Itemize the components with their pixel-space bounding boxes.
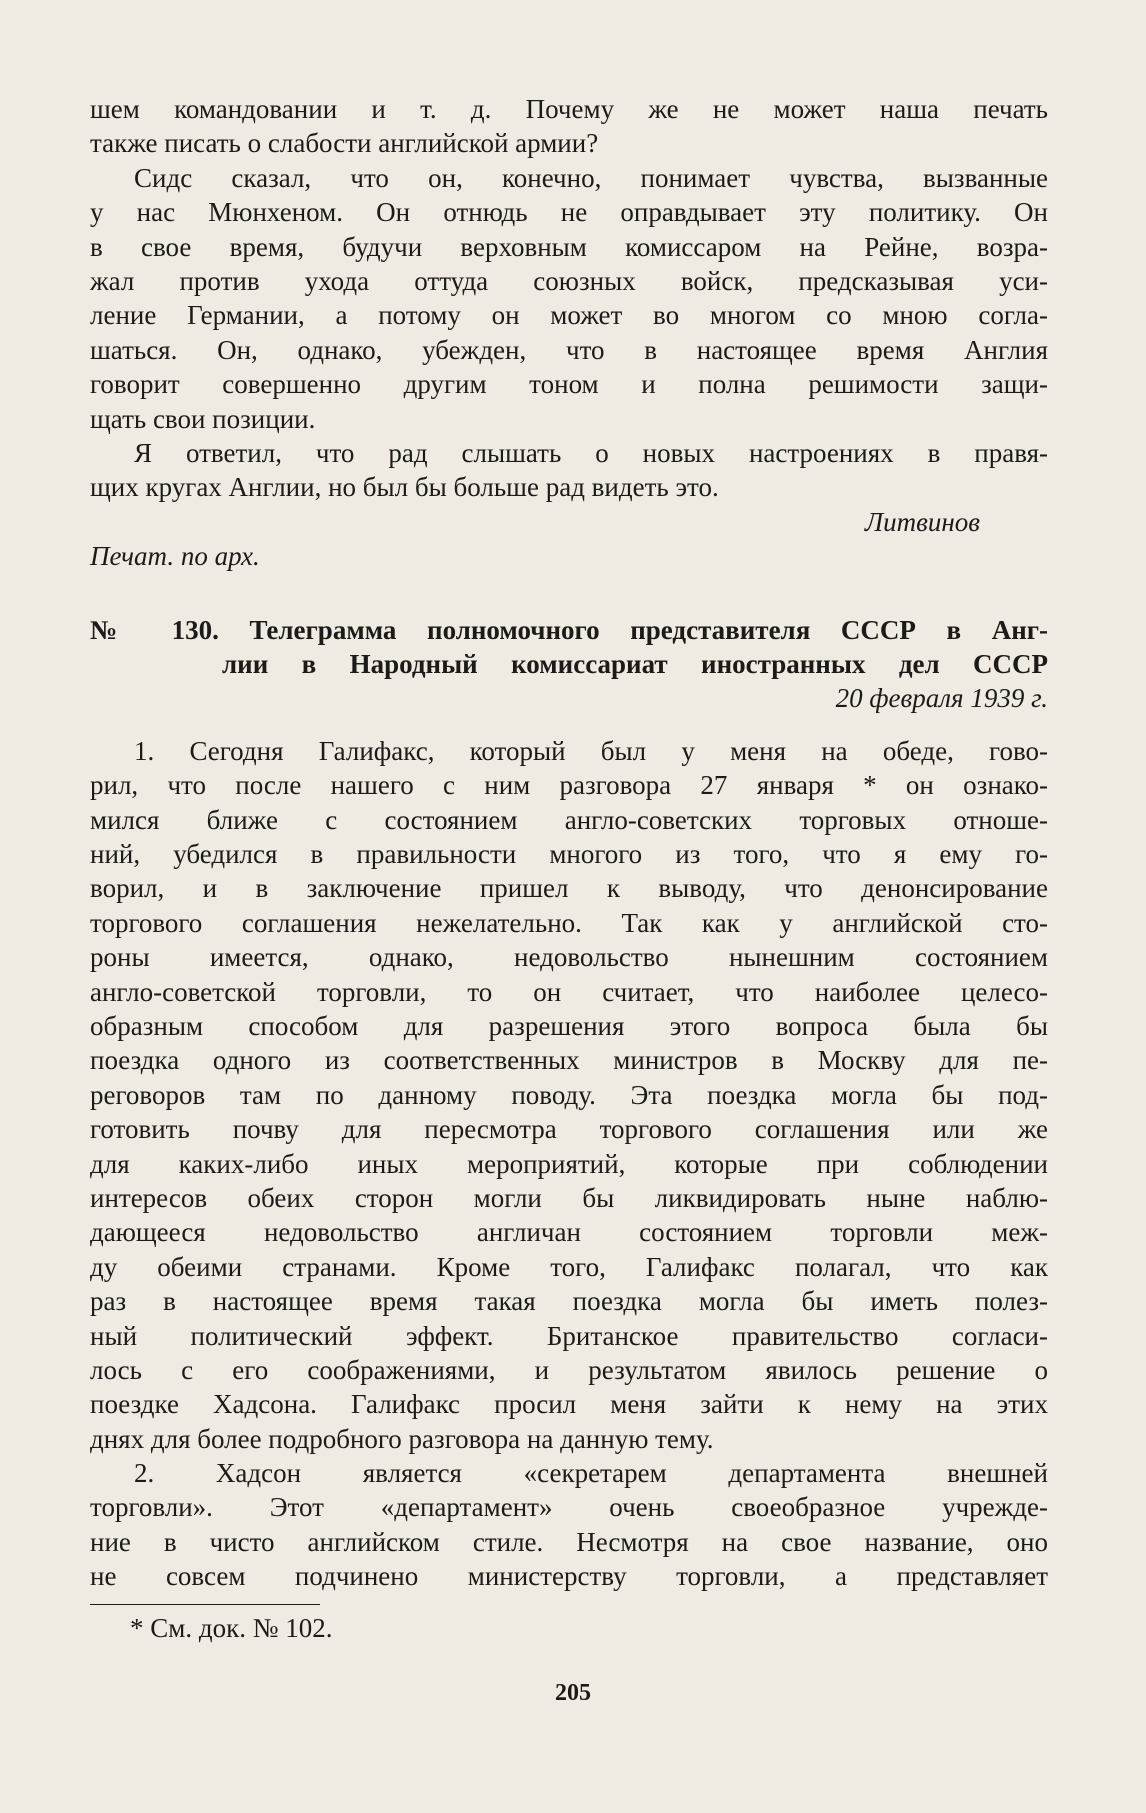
text-line: 2. Хадсон является «секретарем департамента внешней (134, 1458, 1048, 1489)
document-heading (90, 613, 1048, 681)
footnote-rule (90, 1604, 320, 1605)
spacer (90, 716, 1048, 734)
text-line: для каких-либо иных мероприятий, которые при соблюдении (90, 1148, 1048, 1179)
paragraph-continued (90, 92, 1048, 161)
paragraph-2 (90, 1456, 1048, 1594)
footnote: * См. док. № 102. (130, 1612, 333, 1643)
text-line: поездка одного из соответственных министров в Москву для пе- (90, 1045, 1048, 1076)
text-line: Я ответил, что рад слышать о новых настроениях в правя- (134, 437, 1048, 468)
paragraph-seeds (90, 161, 1048, 436)
text-line: не совсем подчинено министерству торговли, а представляет (90, 1561, 1048, 1592)
paragraph-reply (90, 436, 1048, 505)
text-line: говорит совершенно другим тоном и полна решимости защи- (90, 369, 1048, 400)
text-line: образным способом для разрешения этого вопроса была бы (90, 1010, 1048, 1041)
text-line: в свое время, будучи верховным комиссаром на Рейне, возра- (90, 231, 1048, 262)
text-line: дающееся недовольство англичан состоянием торговли меж- (90, 1217, 1048, 1248)
text-line: шем командовании и т. д. Почему же не может наша печать (90, 94, 1048, 124)
signature: Литвинов (864, 506, 980, 537)
text-line: жал против ухода оттуда союзных войск, предсказывая уси- (90, 265, 1048, 296)
heading-line: № 130. Телеграмма полномочного представителя СССР в Анг- (90, 615, 1048, 646)
text-line: поездке Хадсона. Галифакс просил меня зайти к нему на этих (90, 1389, 1048, 1420)
page-number: 205 (555, 1680, 591, 1706)
text-line: Сидс сказал, что он, конечно, понимает чувства, вызванные (134, 162, 1048, 193)
text-line: готовить почву для пересмотра торгового соглашения или же (90, 1114, 1048, 1145)
heading-line: лии в Народный комиссариат иностранных дел СССР (222, 649, 1048, 680)
text-line: 1. Сегодня Галифакс, который был у меня на обеде, гово- (134, 735, 1048, 766)
text-line: роны имеется, однако, недовольство нынешним состоянием (90, 942, 1048, 973)
text-line: днях для более подробного разговора на данную тему. (90, 1423, 714, 1454)
text-line: англо-советской торговли, то он считает, что наиболее целесо- (90, 976, 1048, 1007)
text-line: ду обеими странами. Кроме того, Галифакс полагал, что как (90, 1251, 1048, 1282)
text-line: также писать о слабости английской армии? (90, 128, 599, 159)
document-date: 20 февраля 1939 г. (835, 683, 1048, 714)
text-line: лось с его соображениями, и результатом явилось решение о (90, 1354, 1048, 1385)
text-line: щать свои позиции. (90, 403, 316, 434)
text-line: шаться. Он, однако, убежден, что в настоящее время Англия (90, 334, 1048, 365)
paragraph-1 (90, 734, 1048, 1456)
text-line: ние в чисто английском стиле. Несмотря на свое название, оно (90, 1526, 1048, 1557)
text-line: раз в настоящее время такая поездка могла бы иметь полез- (90, 1286, 1048, 1317)
text-column (90, 92, 1048, 1645)
text-line: интересов обеих сторон могли бы ликвидировать ныне наблю- (90, 1182, 1048, 1213)
text-line: мился ближе с состоянием англо-советских торговых отноше- (90, 804, 1048, 835)
text-line: ление Германии, а потому он может во многом со мною согла- (90, 300, 1048, 331)
text-line: ний, убедился в правильности многого из того, что я ему го- (90, 839, 1048, 870)
text-line: ный политический эффект. Британское правительство согласи- (90, 1320, 1048, 1351)
text-line: рил, что после нашего с ним разговора 27 января * он ознако- (90, 770, 1048, 801)
text-line: торгового соглашения нежелательно. Так как у английской сто- (90, 907, 1048, 938)
text-line: у нас Мюнхеном. Он отнюдь не оправдывает эту политику. Он (90, 197, 1048, 228)
text-line: торговли». Этот «департамент» очень своеобразное учрежде- (90, 1492, 1048, 1523)
source-note: Печат. по арх. (90, 541, 260, 572)
text-line: щих кругах Англии, но был бы больше рад видеть это. (90, 472, 719, 503)
text-line: ворил, и в заключение пришел к выводу, что денонсирование (90, 873, 1048, 904)
text-line: реговоров там по данному поводу. Эта поездка могла бы под- (90, 1079, 1048, 1110)
